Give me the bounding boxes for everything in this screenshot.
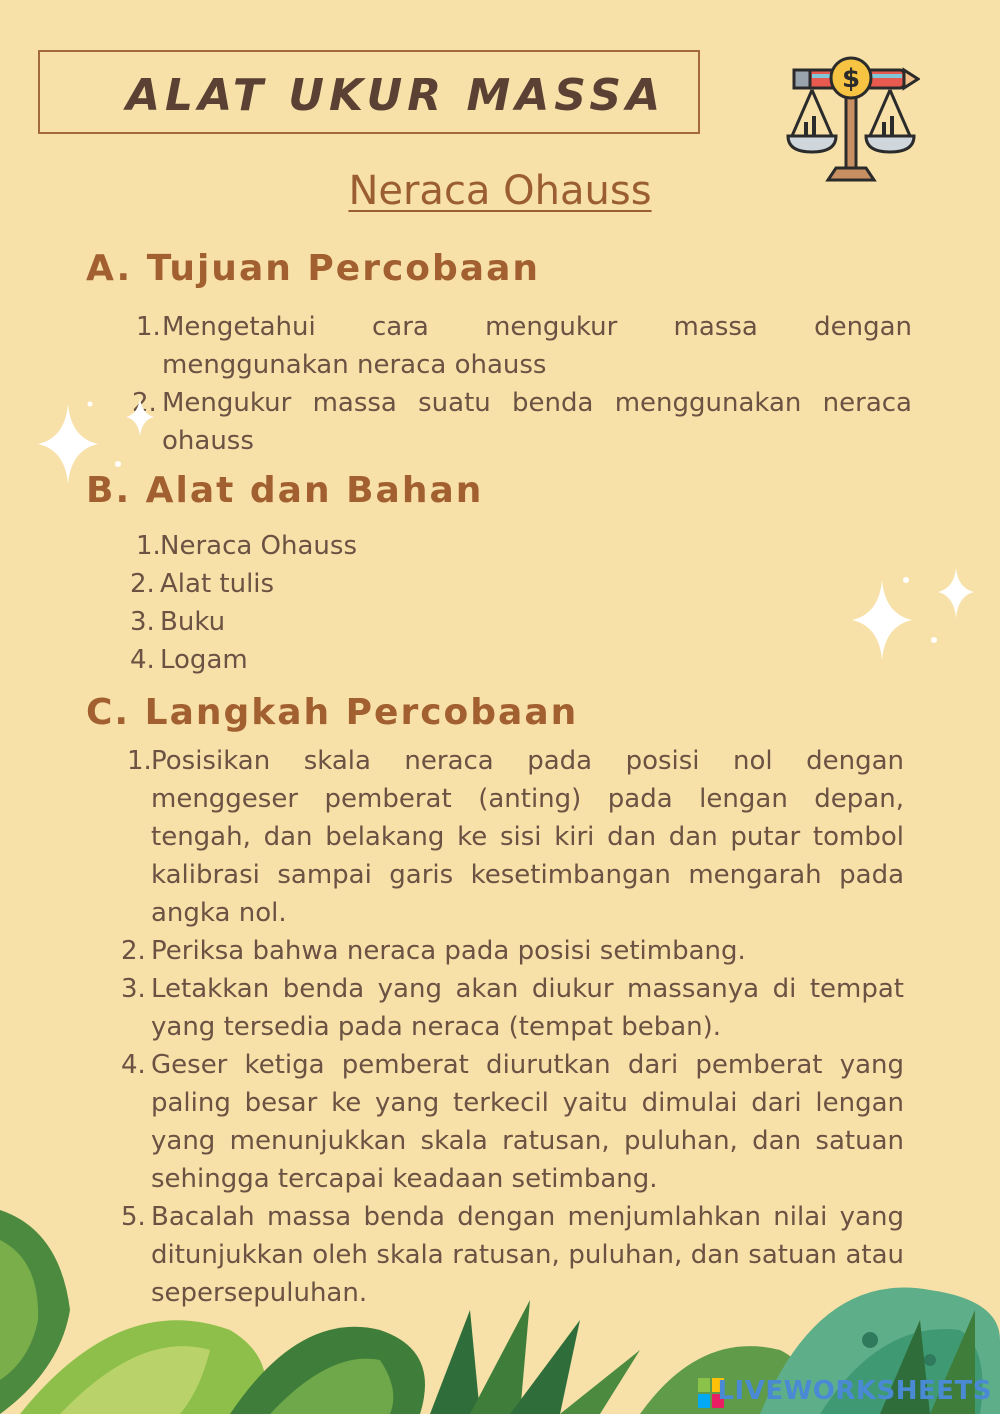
list-number: 1. xyxy=(136,312,161,342)
list-item xyxy=(132,384,912,460)
section-heading-langkah: C. Langkah Percobaan xyxy=(86,692,579,733)
list-text: Neraca Ohauss xyxy=(160,531,358,561)
list-text: Geser ketiga pemberat diurutkan dari pemberat yang paling besar ke yang terkecil yaitu dimulai dari lengan yang menunjukkan skala ratusan, puluhan, dan satuan sehingga tercapai keadaan setimbang. xyxy=(151,1050,904,1194)
section-heading-tujuan: A. Tujuan Percobaan xyxy=(86,248,541,289)
list-item xyxy=(130,641,760,679)
list-text: Alat tulis xyxy=(160,569,275,599)
list-text: Bacalah massa benda dengan menjumlahkan nilai yang ditunjukkan oleh skala ratusan, puluhan, dan satuan atau sepersepuluhan. xyxy=(151,1202,904,1308)
sparkle-icon xyxy=(36,398,156,488)
list-item xyxy=(130,565,760,603)
list-item xyxy=(121,1046,904,1198)
list-number: 2. xyxy=(130,569,155,599)
list-item xyxy=(136,308,912,384)
page-title: ALAT UKUR MASSA xyxy=(126,70,666,121)
list-number: 5. xyxy=(121,1202,146,1232)
list-number: 2. xyxy=(132,388,157,418)
brand-watermark[interactable]: LIVEWORKSHEETS xyxy=(717,1376,992,1406)
list-item xyxy=(130,603,760,641)
list-number: 2. xyxy=(121,936,146,966)
list-number: 3. xyxy=(121,974,146,1004)
list-item xyxy=(121,970,904,1046)
list-alat xyxy=(130,527,760,679)
list-text: Logam xyxy=(160,645,248,675)
list-text: Periksa bahwa neraca pada posisi setimbang. xyxy=(151,936,746,966)
list-item xyxy=(121,932,904,970)
list-text: Buku xyxy=(160,607,226,637)
list-text: Mengetahui cara mengukur massa dengan menggunakan neraca ohauss xyxy=(162,312,912,380)
section-heading-alat: B. Alat dan Bahan xyxy=(86,470,484,511)
list-number: 4. xyxy=(121,1050,146,1080)
list-number: 4. xyxy=(130,645,155,675)
list-item xyxy=(127,742,904,932)
list-text: Mengukur massa suatu benda menggunakan neraca ohauss xyxy=(162,388,912,456)
coin-symbol: $ xyxy=(841,64,861,94)
list-tujuan xyxy=(132,308,912,460)
title-box xyxy=(38,50,700,134)
list-number: 1. xyxy=(136,531,161,561)
page-subtitle: Neraca Ohauss xyxy=(348,168,652,214)
list-number: 1. xyxy=(127,746,152,776)
list-text: Posisikan skala neraca pada posisi nol dengan menggeser pemberat (anting) pada lengan depan, tengah, dan belakang ke sisi kiri dan dan putar tombol kalibrasi sampai garis kesetimbangan mengarah pada angka nol. xyxy=(151,746,904,928)
sparkle-icon xyxy=(850,566,980,662)
list-number: 3. xyxy=(130,607,155,637)
list-text: Letakkan benda yang akan diukur massanya di tempat yang tersedia pada neraca (tempat beban). xyxy=(151,974,904,1042)
list-item xyxy=(136,527,760,565)
